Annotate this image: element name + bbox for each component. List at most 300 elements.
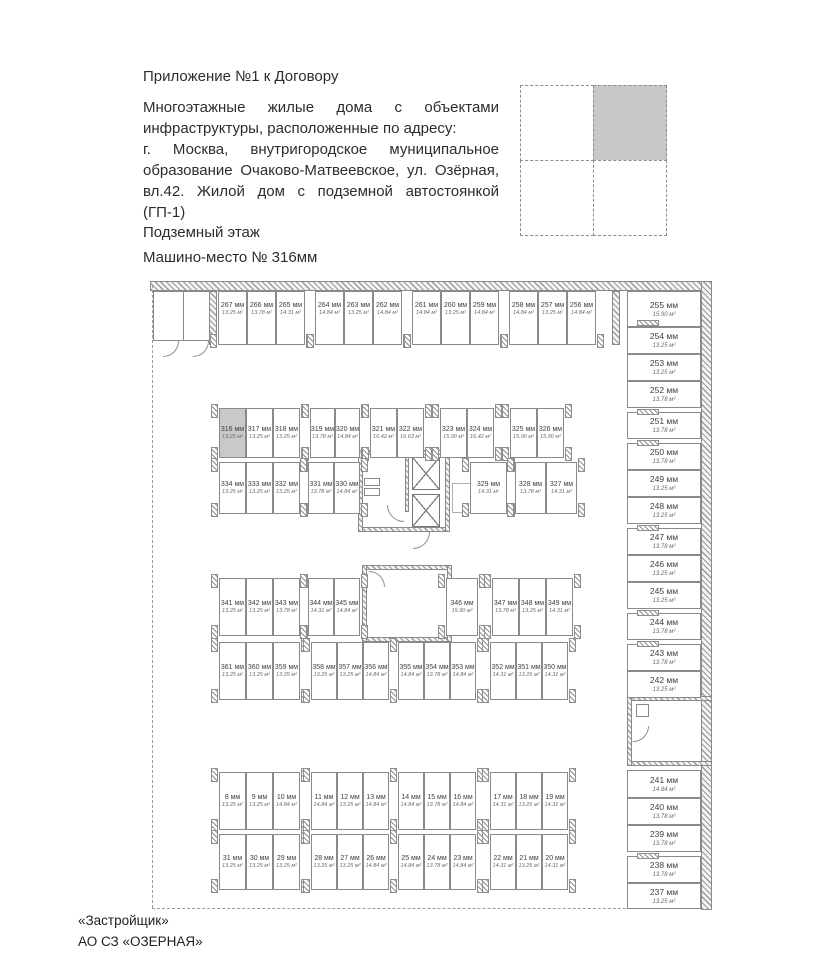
wall-pilaster — [425, 447, 432, 461]
stall-area: 14.31 м² — [551, 489, 572, 495]
wall-pilaster — [637, 641, 659, 647]
core-wall-bottom — [358, 527, 450, 532]
stall-number: 16 мм — [453, 794, 473, 801]
stall-number: 262 мм — [375, 302, 400, 309]
wall-pilaster — [302, 404, 309, 418]
right-room-wall-bottom — [627, 761, 712, 766]
wall-pilaster — [462, 503, 469, 517]
description-line1: Многоэтажные жилые дома с объектами инфраструктуры, расположенные по адресу: — [143, 99, 499, 137]
stall-number: 250 мм — [649, 447, 679, 457]
core-inner-wall — [405, 455, 409, 512]
wall-pilaster — [637, 440, 659, 446]
stall-number: 326 мм — [538, 426, 563, 433]
wall-pilaster — [637, 853, 659, 859]
parking-stall-246 — [627, 555, 701, 582]
parking-stall-324 — [467, 408, 494, 458]
stall-area: 13.25 м² — [222, 608, 243, 614]
stall-area: 13.25 м² — [518, 863, 540, 869]
parking-stall-262 — [373, 291, 402, 345]
wall-pilaster — [211, 404, 218, 418]
stall-number: 329 мм — [476, 481, 501, 488]
stall-area: 13.78 м² — [652, 872, 676, 878]
stall-area: 13.25 м² — [339, 672, 361, 678]
top-wall — [150, 281, 712, 291]
stall-area: 14.84 м² — [365, 672, 387, 678]
stall-area: 13.25 м² — [518, 802, 540, 808]
stall-number: 238 мм — [649, 860, 679, 870]
elevator-shaft-1 — [412, 457, 440, 490]
stall-number: 320 мм — [335, 426, 360, 433]
stall-area: 14.84 м² — [652, 786, 676, 793]
wall-pilaster — [502, 404, 509, 418]
stall-number: 240 мм — [649, 802, 679, 812]
stall-number: 325 мм — [511, 426, 536, 433]
wall-pilaster — [578, 503, 585, 517]
wall-pilaster — [211, 574, 218, 588]
parking-stall-242 — [627, 671, 701, 698]
parking-stall-258 — [509, 291, 538, 345]
stall-area: 14.31 м² — [549, 608, 570, 614]
wall-pilaster — [211, 879, 218, 893]
parking-stall-342 — [246, 578, 273, 636]
stall-area: 13.78 м² — [426, 863, 448, 869]
stall-number: 342 мм — [247, 600, 272, 607]
parking-stall-252 — [627, 381, 701, 408]
parking-stall-317 — [246, 408, 273, 458]
stall-area: 13.25 м² — [542, 310, 563, 316]
stall-number: 324 мм — [468, 426, 493, 433]
parking-stall-8 — [219, 772, 246, 830]
parking-stall-334 — [219, 462, 246, 514]
stall-area: 13.25 м² — [445, 310, 466, 316]
wall-pilaster — [484, 574, 491, 588]
stall-area: 13.25 м² — [339, 802, 361, 808]
parking-stall-358 — [311, 642, 337, 700]
parking-stall-361 — [219, 642, 246, 700]
parking-stall-31 — [219, 834, 246, 890]
parking-stall-346 — [446, 578, 478, 636]
parking-stall-259 — [470, 291, 499, 345]
parking-stall-24 — [424, 834, 450, 890]
stall-area: 14.31 м² — [492, 863, 514, 869]
parking-stall-265 — [276, 291, 305, 345]
stall-area: 15.90 м² — [652, 311, 676, 318]
parking-stall-319 — [310, 408, 335, 458]
stall-number: 361 мм — [220, 664, 245, 671]
parking-stall-20 — [542, 834, 568, 890]
parking-stall-250 — [627, 443, 701, 470]
stall-number: 353 мм — [451, 664, 475, 671]
parking-stall-323 — [440, 408, 467, 458]
parking-stall-10 — [273, 772, 300, 830]
stall-number: 237 мм — [649, 886, 679, 897]
parking-stall-260 — [441, 291, 470, 345]
tech-room-wall-top — [362, 565, 452, 570]
stall-area: 15.90 м² — [513, 434, 534, 440]
wall-pilaster — [390, 879, 397, 893]
stall-area: 14.84 м² — [337, 434, 358, 440]
stall-area: 13.25 м² — [222, 310, 243, 316]
stall-area: 13.25 м² — [652, 571, 676, 577]
parking-stall-17 — [490, 772, 516, 830]
stall-area: 14.31 м² — [544, 863, 566, 869]
wall-pilaster — [482, 689, 489, 703]
stall-number: 258 мм — [511, 302, 536, 309]
stall-number: 261 мм — [414, 302, 439, 309]
stall-area: 13.25 м² — [522, 608, 543, 614]
wall-pilaster — [303, 879, 310, 893]
parking-stall-12 — [337, 772, 363, 830]
wall-pilaster — [211, 458, 218, 472]
stall-area: 16.42 м² — [373, 434, 394, 440]
wall-pilaster — [362, 404, 369, 418]
parking-stall-30 — [246, 834, 273, 890]
stall-area: 13.25 м² — [652, 343, 676, 349]
elevator-shaft-2 — [412, 494, 440, 527]
parking-stall-353 — [450, 642, 476, 700]
stall-area: 13.25 м² — [222, 802, 243, 808]
stall-area: 13.25 м² — [339, 863, 361, 869]
parking-stall-245 — [627, 582, 701, 609]
wall-pilaster — [637, 610, 659, 616]
stall-number: 358 мм — [312, 664, 336, 671]
stall-area: 13.78 м² — [426, 672, 448, 678]
stall-area: 14.84 м² — [319, 310, 340, 316]
wall-pilaster — [303, 638, 310, 652]
stall-number: 243 мм — [649, 648, 679, 658]
parking-stall-237 — [627, 883, 701, 909]
wall-pilaster — [211, 503, 218, 517]
stall-number: 26 мм — [366, 855, 386, 862]
stall-number: 259 мм — [472, 302, 497, 309]
parking-stall-318 — [273, 408, 300, 458]
stall-number: 13 мм — [366, 794, 386, 801]
stall-number: 348 мм — [520, 600, 545, 607]
stall-number: 21 мм — [519, 855, 539, 862]
parking-stall-316 — [219, 408, 246, 458]
stall-number: 350 мм — [543, 664, 567, 671]
stall-number: 328 мм — [518, 481, 543, 488]
stall-area: 13.78 м² — [652, 459, 676, 465]
stall-number: 264 мм — [317, 302, 342, 309]
parking-stall-21 — [516, 834, 542, 890]
stall-area: 14.84 м² — [571, 310, 592, 316]
stall-number: 316 мм — [220, 426, 245, 433]
parking-stall-256 — [567, 291, 596, 345]
stall-area: 14.31 м² — [310, 608, 332, 614]
wall-pilaster — [300, 625, 307, 639]
stall-area: 13.25 м² — [313, 863, 335, 869]
parking-stall-241 — [627, 770, 701, 798]
stall-number: 19 мм — [545, 794, 565, 801]
parking-stall-348 — [519, 578, 546, 636]
stall-area: 13.25 м² — [652, 513, 676, 519]
stall-area: 13.78 м² — [652, 397, 676, 403]
stall-number: 253 мм — [649, 358, 679, 368]
door-arc — [387, 505, 404, 522]
wall-pilaster — [569, 830, 576, 844]
stall-area: 13.25 м² — [249, 608, 270, 614]
stall-area: 16.63 м² — [400, 434, 421, 440]
stall-area: 14.31 м² — [478, 489, 499, 495]
parking-stall-263 — [344, 291, 373, 345]
stall-number: 341 мм — [220, 600, 245, 607]
stall-number: 263 мм — [346, 302, 371, 309]
stall-area: 13.78 м² — [426, 802, 448, 808]
wall-pilaster — [211, 830, 218, 844]
wall-pilaster — [482, 638, 489, 652]
stall-number: 330 мм — [335, 481, 359, 488]
parking-stall-261 — [412, 291, 441, 345]
stall-number: 249 мм — [649, 474, 679, 484]
parking-stall-332 — [273, 462, 300, 514]
stall-number: 239 мм — [649, 829, 679, 839]
stall-area: 15.90 м² — [540, 434, 561, 440]
parking-stall-326 — [537, 408, 564, 458]
parking-stall-357 — [337, 642, 363, 700]
stall-number: 242 мм — [649, 675, 679, 685]
stall-area: 13.25 м² — [518, 672, 540, 678]
stall-number: 28 мм — [314, 855, 334, 862]
stall-number: 357 мм — [338, 664, 362, 671]
stall-area: 13.25 м² — [249, 802, 270, 808]
stall-area: 14.84 м² — [336, 489, 358, 495]
stall-area: 14.84 м² — [377, 310, 398, 316]
wall-pilaster — [300, 503, 307, 517]
wall-pilaster — [432, 447, 439, 461]
developer-label: «Застройщик» — [78, 913, 169, 928]
appendix-title: Приложение №1 к Договору — [143, 68, 339, 85]
stall-number: 266 мм — [249, 302, 274, 309]
stall-area: 13.25 м² — [313, 672, 335, 678]
right-room-fixture — [636, 704, 649, 717]
stall-area: 14.84 м² — [416, 310, 437, 316]
stall-area: 13.78 м² — [652, 428, 676, 434]
stall-number: 244 мм — [649, 617, 679, 627]
stall-number: 321 мм — [371, 426, 396, 433]
wall-pilaster — [569, 689, 576, 703]
left-boundary-line — [152, 285, 153, 908]
wall-pilaster — [507, 458, 514, 472]
stall-area: 13.25 м² — [276, 434, 297, 440]
wall-pilaster — [482, 879, 489, 893]
wall-pilaster — [211, 768, 218, 782]
wall-pilaster — [390, 768, 397, 782]
stall-area: 14.84 м² — [452, 672, 474, 678]
parking-stall-249 — [627, 470, 701, 497]
stall-number: 319 мм — [310, 426, 335, 433]
wall-pilaster — [612, 291, 620, 345]
wall-pilaster — [307, 334, 314, 348]
stall-number: 355 мм — [399, 664, 423, 671]
wall-pilaster — [501, 334, 508, 348]
parking-stall-350 — [542, 642, 568, 700]
stall-number: 332 мм — [274, 481, 299, 488]
wall-pilaster — [482, 768, 489, 782]
parking-stall-349 — [546, 578, 573, 636]
parking-stall-257 — [538, 291, 567, 345]
stall-area: 13.78 м² — [652, 629, 676, 635]
stall-number: 252 мм — [649, 385, 679, 395]
stall-number: 354 мм — [425, 664, 449, 671]
door-arc — [633, 726, 649, 742]
wall-pilaster — [569, 638, 576, 652]
stall-area: 13.25 м² — [276, 863, 297, 869]
stall-number: 8 мм — [224, 794, 241, 801]
stall-area: 14.84 м² — [365, 863, 387, 869]
furniture-block — [364, 488, 380, 496]
wall-pilaster — [432, 404, 439, 418]
parking-stall-344 — [308, 578, 334, 636]
parking-stall-243 — [627, 644, 701, 671]
stall-number: 23 мм — [453, 855, 473, 862]
stall-area: 13.25 м² — [249, 863, 270, 869]
stall-area: 14.31 м² — [280, 310, 301, 316]
parking-stall-25 — [398, 834, 424, 890]
stall-number: 15 мм — [427, 794, 447, 801]
stall-area: 14.31 м² — [544, 672, 566, 678]
stall-number: 25 мм — [401, 855, 421, 862]
parking-stall-266 — [247, 291, 276, 345]
description-line2: г. Москва, внутригородское муниципальное образование Очаково-Матвеевское, ул. Озёрная, вл.42. Жилой дом с подземной автостоянкой (ГП-1) — [143, 141, 499, 221]
stall-number: 333 мм — [247, 481, 272, 488]
stall-area: 13.78 м² — [652, 814, 676, 820]
parking-stall-327 — [546, 462, 577, 514]
stall-number: 17 мм — [493, 794, 513, 801]
stall-number: 257 мм — [540, 302, 565, 309]
bottom-boundary-line — [152, 908, 701, 909]
wall-pilaster — [569, 879, 576, 893]
stall-area: 13.25 м² — [249, 434, 270, 440]
stall-number: 317 мм — [247, 426, 272, 433]
parking-stall-9 — [246, 772, 273, 830]
wall-pilaster — [211, 638, 218, 652]
wall-pilaster — [637, 320, 659, 326]
stall-area: 13.25 м² — [652, 687, 676, 693]
wall-pilaster — [495, 447, 502, 461]
parking-stall-264 — [315, 291, 344, 345]
parking-stall-345 — [334, 578, 360, 636]
stall-number: 267 мм — [220, 302, 245, 309]
wall-pilaster — [507, 503, 514, 517]
parking-stall-343 — [273, 578, 300, 636]
stall-area: 13.25 м² — [652, 598, 676, 604]
stall-area: 15.90 м² — [451, 608, 473, 614]
parking-stall-14 — [398, 772, 424, 830]
stall-area: 13.25 м² — [652, 898, 676, 905]
parking-stall-15 — [424, 772, 450, 830]
stall-number: 14 мм — [401, 794, 421, 801]
stall-number: 12 мм — [340, 794, 360, 801]
stall-area: 14.84 м² — [365, 802, 387, 808]
floor-label: Подземный этаж — [143, 224, 260, 241]
stall-number: 254 мм — [649, 331, 679, 341]
parking-stall-351 — [516, 642, 542, 700]
stall-number: 18 мм — [519, 794, 539, 801]
wall-pilaster — [565, 404, 572, 418]
stall-area: 14.84 м² — [400, 863, 422, 869]
wall-pilaster — [404, 334, 411, 348]
stall-number: 241 мм — [649, 774, 679, 785]
stall-number: 356 мм — [364, 664, 388, 671]
stall-number: 29 мм — [276, 855, 297, 862]
stall-area: 14.84 м² — [452, 802, 474, 808]
stall-area: 13.25 м² — [222, 863, 243, 869]
stall-number: 248 мм — [649, 501, 679, 511]
wall-pilaster — [484, 625, 491, 639]
right-wall — [701, 281, 712, 910]
door-arc — [193, 341, 209, 357]
wall-pilaster — [438, 625, 445, 639]
stall-number: 11 мм — [314, 794, 334, 801]
utility-room-left — [153, 291, 184, 341]
stall-number: 347 мм — [493, 600, 518, 607]
parking-stall-341 — [219, 578, 246, 636]
stall-area: 13.78 м² — [310, 489, 332, 495]
stall-number: 345 мм — [335, 600, 359, 607]
stall-number: 20 мм — [545, 855, 565, 862]
parking-stall-239 — [627, 825, 701, 852]
stall-number: 10 мм — [276, 794, 297, 801]
stall-number: 331 мм — [309, 481, 333, 488]
stall-area: 13.25 м² — [222, 434, 243, 440]
wall-pilaster — [303, 830, 310, 844]
stall-area: 13.78 м² — [495, 608, 516, 614]
wall-pilaster — [482, 830, 489, 844]
parking-stall-359 — [273, 642, 300, 700]
stall-area: 14.84 м² — [313, 802, 335, 808]
parking-stall-244 — [627, 613, 701, 640]
parking-stall-347 — [492, 578, 519, 636]
wall-pilaster — [597, 334, 604, 348]
stall-area: 14.84 м² — [400, 802, 422, 808]
stall-number: 352 мм — [491, 664, 515, 671]
parking-stall-240 — [627, 798, 701, 825]
stall-number: 322 мм — [398, 426, 423, 433]
stall-area: 14.84 м² — [452, 863, 474, 869]
developer-name: АО СЗ «ОЗЕРНАЯ» — [78, 934, 203, 949]
stall-area: 13.25 м² — [222, 672, 243, 678]
wall-pilaster — [361, 625, 368, 639]
parking-stall-251 — [627, 412, 701, 439]
wall-pilaster — [495, 404, 502, 418]
right-room-wall-left — [627, 696, 632, 766]
wall-pilaster — [211, 625, 218, 639]
parking-stall-321 — [370, 408, 397, 458]
wall-pilaster — [390, 689, 397, 703]
stall-number: 334 мм — [220, 481, 245, 488]
stall-area: 13.78 м² — [251, 310, 272, 316]
stall-number: 247 мм — [649, 532, 679, 542]
stall-area: 13.78 м² — [652, 660, 676, 666]
stall-area: 13.78 м² — [652, 841, 676, 847]
stall-area: 14.31 м² — [492, 802, 514, 808]
stall-number: 256 мм — [569, 302, 594, 309]
furniture-block — [364, 478, 380, 486]
stall-area: 15.90 м² — [443, 434, 464, 440]
stall-number: 323 мм — [441, 426, 466, 433]
parking-stall-320 — [335, 408, 360, 458]
stall-area: 14.31 м² — [544, 802, 566, 808]
stall-number: 343 мм — [274, 600, 299, 607]
stall-area: 13.25 м² — [222, 489, 243, 495]
wall-pilaster — [390, 830, 397, 844]
stall-number: 318 мм — [274, 426, 299, 433]
stall-area: 14.84 м² — [336, 608, 358, 614]
stall-area: 13.25 м² — [276, 489, 297, 495]
stall-area: 14.84 м² — [513, 310, 534, 316]
parking-stall-352 — [490, 642, 516, 700]
